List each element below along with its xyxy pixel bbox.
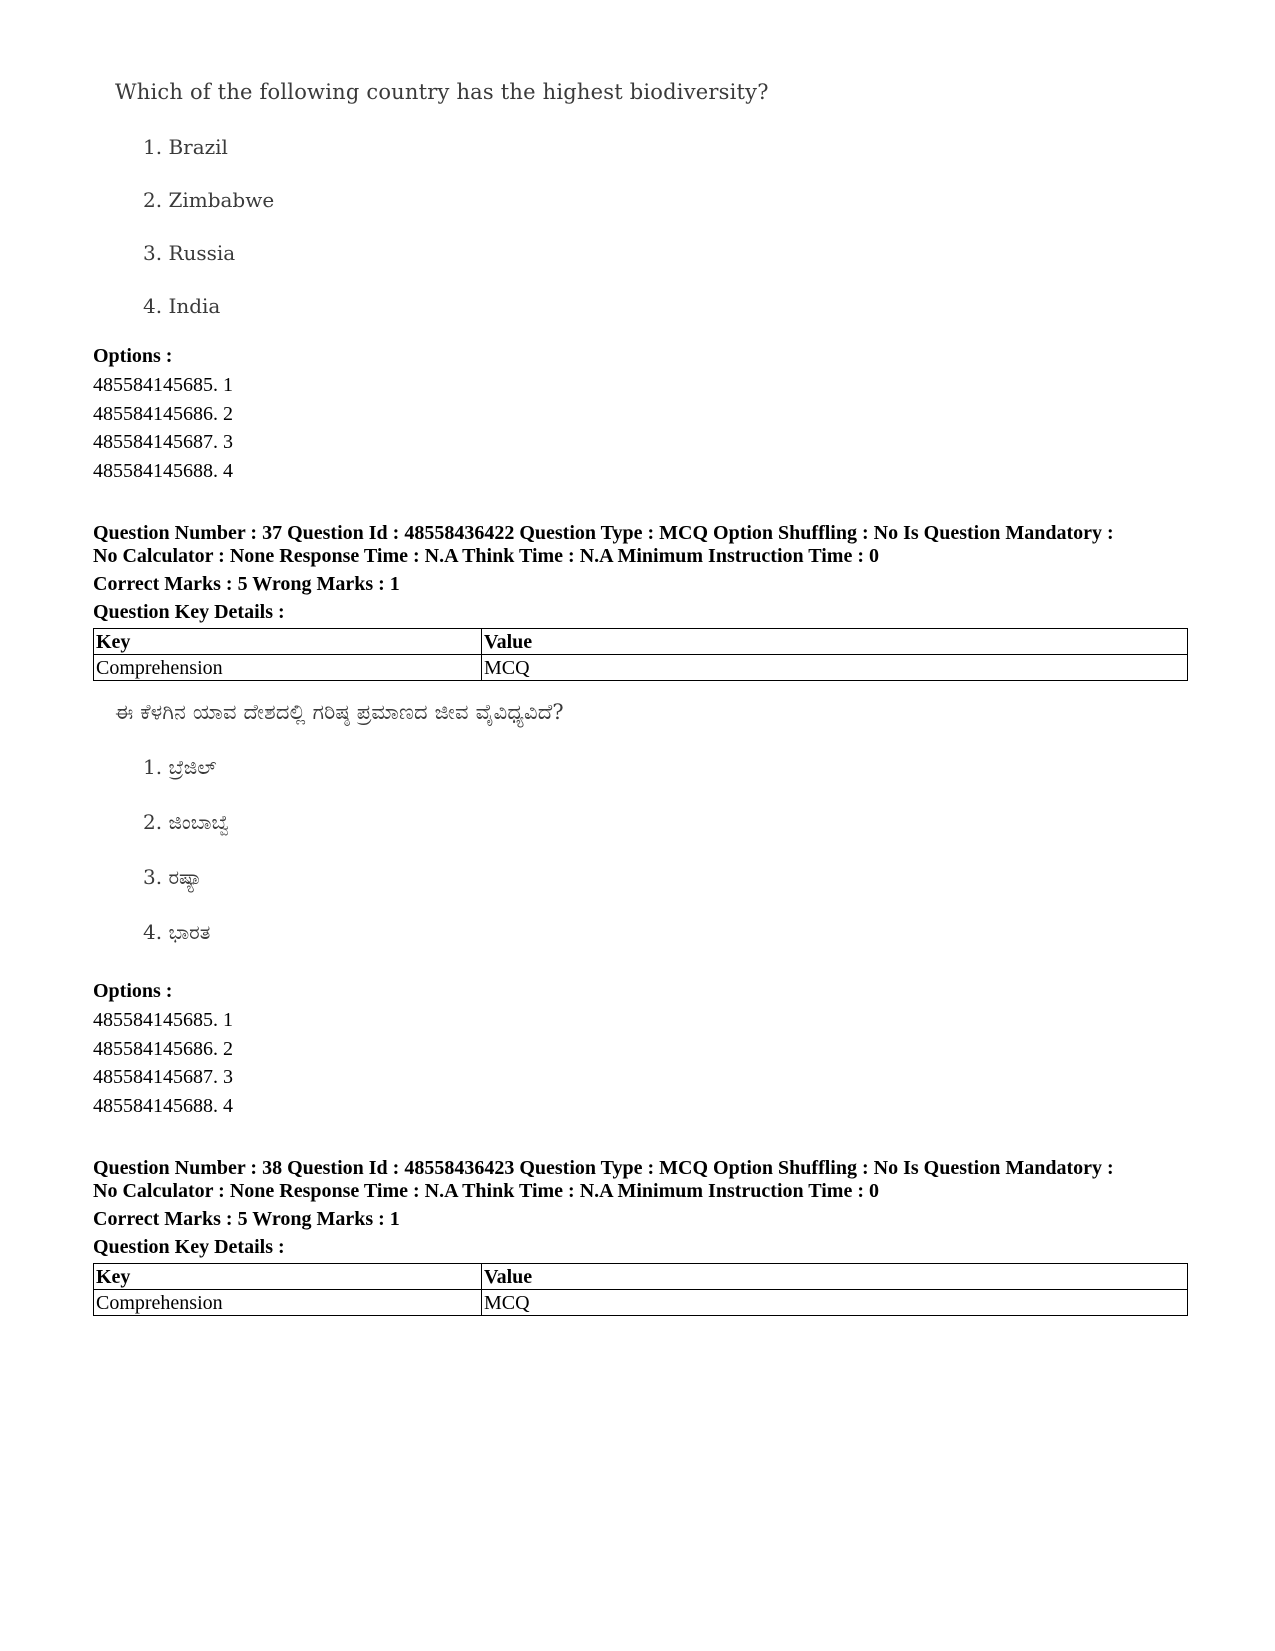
- question-stem: ಈ ಕೆಳಗಿನ ಯಾವ ದೇಶದಲ್ಲಿ ಗರಿಷ್ಠ ಪ್ರಮಾಣದ ಜೀವ ವೈವಿಧ್ಯವಿದೆ?: [115, 700, 564, 724]
- options-block: [93, 980, 1193, 1120]
- question-meta-line: No Calculator : None Response Time : N.A Think Time : N.A Minimum Instruction Time : 0: [93, 545, 879, 567]
- question-option: 3. ರಷ್ಯಾ: [143, 865, 203, 889]
- question-meta-line: No Calculator : None Response Time : N.A Think Time : N.A Minimum Instruction Time : 0: [93, 1180, 879, 1202]
- key-details-label: Question Key Details :: [93, 1236, 285, 1258]
- question-option: 2. ಜಿಂಬಾಬ್ವೆ: [143, 810, 230, 834]
- table-header-cell: Key: [94, 629, 482, 655]
- table-cell: Comprehension: [94, 1290, 482, 1316]
- option-id-line: 485584145685. 1: [93, 374, 233, 396]
- key-details-label: Question Key Details :: [93, 601, 285, 623]
- table-row: [94, 1290, 1188, 1316]
- option-id-line: 485584145687. 3: [93, 431, 233, 453]
- question-option: 1. ಬ್ರೆಜಿಲ್: [143, 755, 217, 779]
- table-row: [94, 655, 1188, 681]
- option-id-line: 485584145686. 2: [93, 402, 233, 425]
- table-header-row: [94, 1264, 1188, 1290]
- key-details-table: [93, 1263, 1188, 1316]
- english-question-image: [115, 80, 815, 320]
- options-block: [93, 345, 1193, 485]
- option-id-line: 485584145688. 4: [93, 459, 233, 482]
- options-label: Options :: [93, 980, 173, 1002]
- table-cell: MCQ: [482, 1290, 1188, 1316]
- key-details-table: [93, 628, 1188, 681]
- option-id-line: 485584145687. 3: [93, 1066, 233, 1088]
- table-header-cell: Key: [94, 1264, 482, 1290]
- option-id-line: 485584145686. 2: [93, 1037, 233, 1060]
- question-37-header: [93, 522, 1193, 681]
- question-marks: Correct Marks : 5 Wrong Marks : 1: [93, 1208, 400, 1230]
- option-id-line: 485584145685. 1: [93, 1009, 233, 1031]
- table-header-row: [94, 629, 1188, 655]
- question-option: 4. ಭಾರತ: [143, 920, 211, 944]
- question-38-header: [93, 1157, 1193, 1316]
- question-option: 4. India: [143, 294, 221, 318]
- option-id-line: 485584145688. 4: [93, 1094, 233, 1117]
- question-marks: Correct Marks : 5 Wrong Marks : 1: [93, 573, 400, 595]
- table-cell: MCQ: [482, 655, 1188, 681]
- question-stem: Which of the following country has the highest biodiversity?: [115, 80, 769, 104]
- question-option: 2. Zimbabwe: [143, 188, 275, 212]
- question-meta-line: Question Number : 37 Question Id : 48558436422 Question Type : MCQ Option Shuffling : No Is Question Mandatory :: [93, 522, 1114, 544]
- question-meta-line: Question Number : 38 Question Id : 48558436423 Question Type : MCQ Option Shuffling : No Is Question Mandatory :: [93, 1157, 1114, 1179]
- kannada-question-image: [115, 700, 815, 950]
- question-option: 1. Brazil: [143, 135, 228, 159]
- table-cell: Comprehension: [94, 655, 482, 681]
- table-header-cell: Value: [482, 629, 1188, 655]
- table-header-cell: Value: [482, 1264, 1188, 1290]
- question-option: 3. Russia: [143, 241, 236, 265]
- options-label: Options :: [93, 345, 173, 367]
